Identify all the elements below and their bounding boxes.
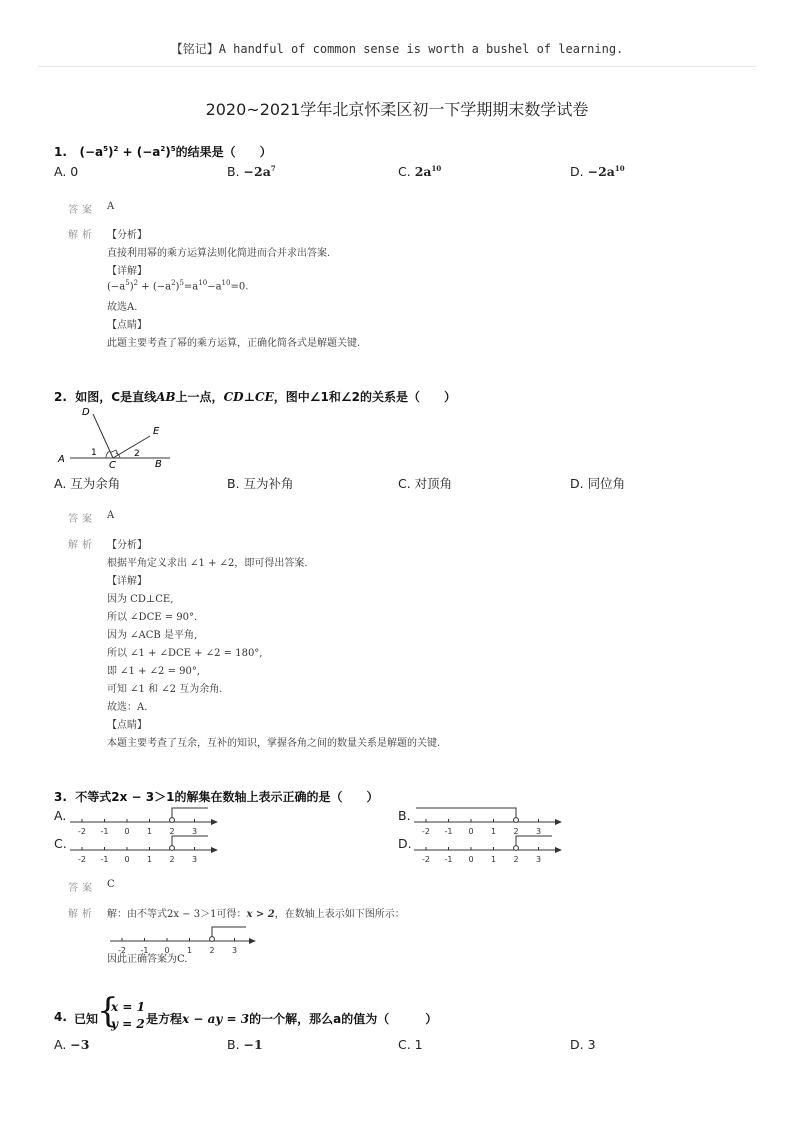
tick-label: 1: [490, 827, 497, 836]
analysis-line: 直接利用幂的乘方运算法则化简进而合并求出答案.: [107, 248, 331, 259]
option-d[interactable]: D. 3: [570, 1037, 596, 1052]
question-text: ，图中∠1和∠2的关系是（ ）: [273, 390, 456, 404]
tick-label: 0: [124, 827, 130, 836]
tick-label: -1: [444, 855, 453, 864]
analysis-line: 【点睛】: [107, 320, 147, 331]
point-label-a: A: [58, 454, 65, 465]
question-4-text-2: [146, 1010, 437, 1027]
tick-label: 0: [124, 855, 130, 864]
question-1-stem: [54, 143, 272, 160]
solution-text: 解：由不等式2x − 3＞1可得：: [107, 909, 247, 920]
motto-header: 【铭记】A handful of common sense is worth a bushel of learning.: [170, 42, 624, 56]
tick-label: 0: [468, 827, 474, 836]
analysis-line: 本题主要考查了互余，互补的知识，掌握各角之间的数量关系是解题的关键.: [107, 738, 441, 749]
tick-label: 2: [513, 855, 519, 864]
equation-inline: x − ay = 3: [182, 1012, 250, 1026]
question-number: 1.: [54, 145, 67, 159]
option-b-label: B.: [227, 1037, 240, 1052]
analysis-label: 解析: [68, 230, 96, 241]
option-b-exponent: 7: [270, 164, 276, 173]
axis-arrow: [211, 819, 218, 825]
tick-label: 3: [191, 855, 198, 864]
question-text: 不等式2x − 3＞1的解集在数轴上表示正确的是（ ）: [75, 790, 379, 804]
question-number: 3.: [54, 790, 67, 804]
option-d-value: −2a: [587, 164, 615, 180]
tick-label: -2: [78, 827, 86, 836]
option-a-value: −3: [70, 1037, 90, 1052]
point-label-e: E: [153, 426, 160, 437]
question-1-text: 的结果是（ ）: [175, 145, 272, 159]
option-b-label: B.: [227, 164, 240, 180]
analysis-line: 因为 CD⊥CE,: [107, 594, 174, 605]
analysis-line: 故选：A.: [107, 702, 148, 713]
analysis-label: 解析: [68, 540, 96, 551]
analysis-line: 【分析】: [107, 230, 147, 241]
analysis-line: 【详解】: [107, 266, 147, 277]
option-c[interactable]: C. 1: [398, 1037, 423, 1052]
equation-1: x = 1: [111, 1000, 145, 1014]
question-text: 如图，C是直线: [75, 390, 157, 404]
option-c-value: 2a: [414, 164, 432, 180]
endpoint-circle: [170, 818, 175, 823]
analysis-line: 可知 ∠1 和 ∠2 互为余角.: [107, 684, 223, 695]
tick-label: -1: [444, 827, 453, 836]
answer-value: C: [107, 879, 115, 890]
tick-label: 0: [468, 855, 474, 864]
option-b-value: −2a: [243, 164, 271, 180]
analysis-line: 所以 ∠DCE = 90°.: [107, 612, 198, 623]
tick-label: -2: [422, 827, 430, 836]
option-b[interactable]: B. 互为补角: [227, 476, 294, 491]
solution-ray: [172, 836, 208, 847]
option-d-label: D.: [570, 164, 584, 180]
angle-arc-1: [106, 451, 110, 458]
analysis-line: 【详解】: [107, 576, 147, 587]
tick-label: 1: [186, 946, 193, 955]
analysis-line: [107, 905, 405, 920]
option-a[interactable]: A. 互为余角: [54, 476, 121, 491]
tick-label: 3: [535, 827, 542, 836]
answer-value: A: [107, 510, 115, 521]
question-text: 的一个解，那么a的值为（ ）: [249, 1012, 438, 1026]
question-4-number: 4.: [54, 1010, 67, 1024]
analysis-formula: $(-a^5)^2 + (-a^2)^5=a^{10}-a^{10}=0$.: [107, 279, 249, 293]
answer-value: A: [107, 201, 115, 212]
axis-arrow: [211, 847, 218, 853]
solution-ray: [416, 808, 516, 819]
option-c[interactable]: C. 对顶角: [398, 476, 453, 491]
tick-label: 3: [535, 855, 542, 864]
solution-math: x > 2: [246, 909, 275, 920]
header-divider: [38, 66, 756, 67]
answer-label: 答案: [68, 205, 96, 216]
math-segment: CD⊥CE: [223, 390, 274, 404]
analysis-line: 因此正确答案为C.: [107, 954, 188, 965]
axis-arrow: [555, 847, 562, 853]
option-d[interactable]: D.: [398, 836, 412, 851]
option-a-label: A.: [54, 1037, 67, 1052]
question-4-text: 已知: [74, 1012, 99, 1026]
option-b[interactable]: [227, 1037, 263, 1052]
tick-label: 3: [191, 827, 198, 836]
endpoint-circle: [170, 846, 175, 851]
option-c[interactable]: C.: [54, 836, 67, 851]
option-a[interactable]: A.: [54, 808, 67, 823]
analysis-line: 因为 ∠ACB 是平角,: [107, 630, 198, 641]
endpoint-circle: [514, 846, 519, 851]
option-c[interactable]: [398, 164, 441, 179]
answer-label: 答案: [68, 514, 96, 525]
axis-arrow: [555, 819, 562, 825]
tick-label: -1: [140, 946, 149, 955]
option-d-exponent: 10: [614, 164, 625, 173]
solution-ray: [516, 836, 552, 847]
tick-label: -2: [78, 855, 86, 864]
option-b[interactable]: [227, 164, 276, 179]
question-text: 是方程: [146, 1012, 183, 1026]
system-brace: {: [97, 991, 119, 1031]
analysis-line: 【点睛】: [107, 720, 147, 731]
analysis-line: 所以 ∠1 + ∠DCE + ∠2 = 180°,: [107, 648, 263, 659]
number-line-option-c: [68, 833, 228, 865]
tick-label: 2: [513, 827, 519, 836]
tick-label: 2: [169, 827, 175, 836]
point-label-b: B: [155, 459, 162, 470]
option-a[interactable]: A. 0: [54, 164, 79, 179]
point-label-d: D: [82, 407, 90, 418]
tick-label: 1: [490, 855, 497, 864]
equation-2: y = 2: [111, 1017, 145, 1031]
tick-label: 2: [209, 946, 215, 955]
option-c-exponent: 10: [431, 164, 442, 173]
angle-label-1: 1: [91, 448, 97, 458]
analysis-line: 此题主要考查了幂的乘方运算，正确化简各式是解题关键.: [107, 338, 361, 349]
question-number: 2.: [54, 390, 67, 404]
option-a[interactable]: [54, 1037, 89, 1052]
tick-label: 1: [146, 855, 153, 864]
endpoint-circle: [514, 818, 519, 823]
analysis-line: 故选A.: [107, 302, 138, 313]
tick-label: 3: [231, 946, 238, 955]
page-title: 2020~2021学年北京怀柔区初一下学期期末数学试卷: [205, 100, 589, 119]
tick-label: -2: [118, 946, 126, 955]
question-text: 上一点，: [175, 390, 224, 404]
math-segment: AB: [156, 390, 176, 404]
geometry-figure: [54, 402, 184, 472]
answer-label: 答案: [68, 883, 96, 894]
question-3-stem: [54, 788, 378, 805]
tick-label: -1: [100, 855, 109, 864]
solution-text: ，在数轴上表示如下图所示：: [274, 909, 405, 920]
tick-label: 0: [164, 946, 170, 955]
analysis-line: 即 ∠1 + ∠2 = 90°,: [107, 666, 201, 677]
analysis-label: 解析: [68, 909, 96, 920]
solution-ray: [212, 927, 246, 938]
solution-ray: [172, 808, 208, 819]
number-line-option-d: [412, 833, 572, 865]
option-d[interactable]: D. 同位角: [570, 476, 626, 491]
tick-label: -1: [100, 827, 109, 836]
angle-label-2: 2: [134, 449, 140, 459]
endpoint-circle: [210, 937, 215, 942]
option-b-value: −1: [243, 1037, 263, 1052]
tick-label: 2: [169, 855, 175, 864]
question-1-expression: $(-a^5)^2 + (-a^2)^5$: [79, 145, 176, 159]
option-b[interactable]: B.: [398, 808, 411, 823]
tick-label: 1: [146, 827, 153, 836]
axis-arrow: [249, 938, 256, 944]
option-c-label: C.: [398, 164, 411, 180]
analysis-line: 根据平角定义求出 ∠1 + ∠2，即可得出答案.: [107, 558, 308, 569]
analysis-line: 【分析】: [107, 540, 147, 551]
point-label-c: C: [109, 460, 116, 471]
option-d[interactable]: [570, 164, 625, 179]
tick-label: -2: [422, 855, 430, 864]
